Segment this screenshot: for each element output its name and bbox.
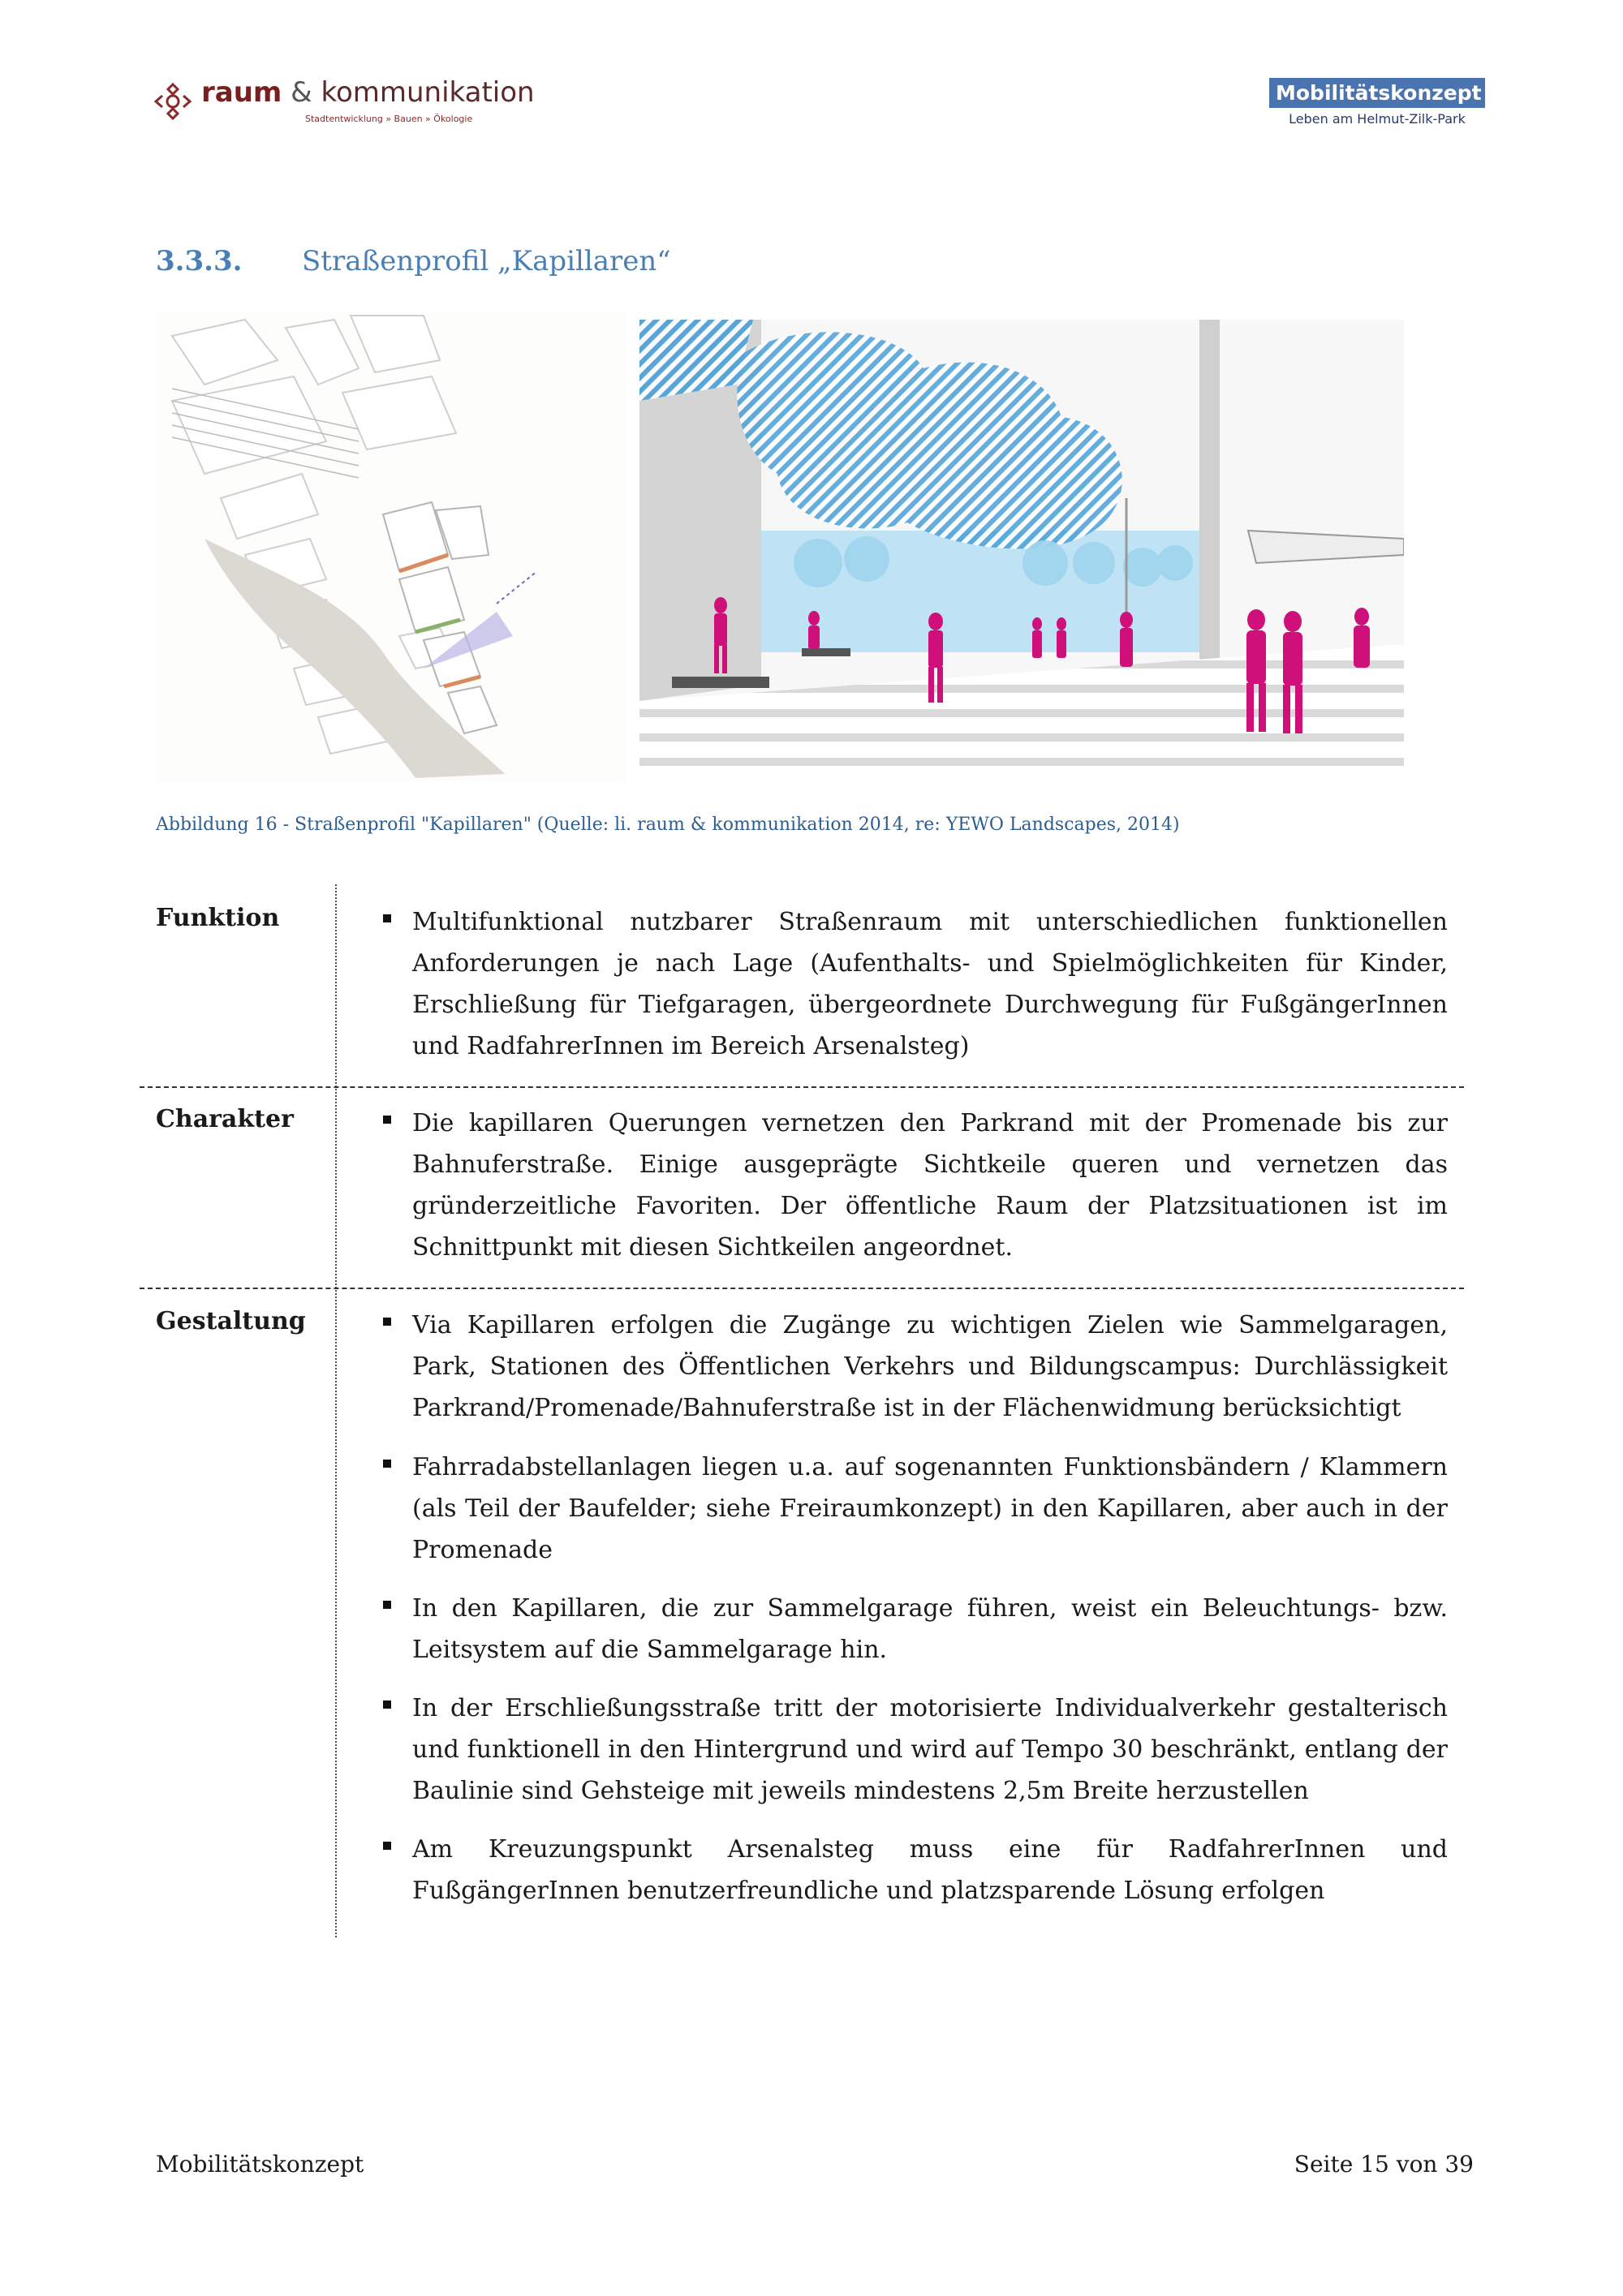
bullet-icon (383, 1460, 391, 1468)
bullet-text: In den Kapillaren, die zur Sammelgarage führen, weist ein Beleuchtungs- bzw. Leitsystem auf die Sammelgarage hin. (412, 1594, 1448, 1664)
bullet-icon (383, 1116, 391, 1124)
bullet-icon (383, 914, 391, 922)
bullet-icon (383, 1842, 391, 1850)
document-badge (1269, 78, 1485, 127)
bullet-text: Via Kapillaren erfolgen die Zugänge zu wichtigen Zielen wie Sammelgaragen, Park, Stationen des Öffentlichen Verkehrs und Bildungscampus: Durchlässigkeit Parkrand/Promenade/Bahnuferstraße ist in der Flächenwidmung berücksichtigt (412, 1311, 1448, 1422)
row-label-gestaltung: Gestaltung (156, 1307, 306, 1335)
logo-name (201, 76, 535, 109)
table-column-divider (335, 884, 337, 1937)
bullet-gestaltung-2 (383, 1447, 1448, 1571)
bullet-gestaltung-4 (383, 1688, 1448, 1812)
logo-name-amp: & (291, 76, 312, 109)
footer-page-number: Seite 15 von 39 (1294, 2151, 1474, 2178)
row-divider (140, 1288, 1464, 1289)
section-number: 3.3.3. (156, 245, 243, 277)
bullet-text: Multifunktional nutzbarer Straßenraum mit unterschiedlichen funktionellen Anforderungen je nach Lage (Aufenthalts- und Spielmöglichkeiten für Kinder, Erschließung für Tiefgaragen, übergeordnete Durchwegung für FußgängerInnen und RadfahrerInnen im Bereich Arsenalsteg) (412, 908, 1448, 1060)
bullet-charakter-1 (383, 1103, 1448, 1268)
figure-caption: Abbildung 16 - Straßenprofil "Kapillaren" (Quelle: li. raum & kommunikation 2014, re: YEWO Landscapes, 2014) (156, 815, 1180, 835)
bullet-gestaltung-3 (383, 1588, 1448, 1670)
row-divider (140, 1086, 1464, 1088)
section-title: Straßenprofil „Kapillaren“ (302, 245, 671, 277)
footer-document-title: Mobilitätskonzept (156, 2151, 364, 2178)
logo-name-rest: kommunikation (321, 76, 535, 109)
row-label-charakter: Charakter (156, 1105, 294, 1133)
bullet-icon (383, 1701, 391, 1709)
bullet-funktion-1 (383, 901, 1448, 1067)
badge-title: Mobilitätskonzept (1269, 78, 1485, 108)
bullet-icon (383, 1601, 391, 1609)
street-perspective-figure (639, 320, 1404, 782)
logo-mark-icon (151, 80, 195, 123)
bullet-gestaltung-1 (383, 1305, 1448, 1429)
badge-subtitle: Leben am Helmut-Zilk-Park (1289, 111, 1466, 127)
logo-tagline: Stadtentwicklung » Bauen » Ökologie (305, 114, 473, 124)
row-label-funktion: Funktion (156, 904, 280, 932)
bullet-text: Am Kreuzungspunkt Arsenalsteg muss eine für RadfahrerInnen und FußgängerInnen benutzerfreundliche und platzsparende Lösung erfolgen (412, 1835, 1448, 1905)
company-logo (151, 75, 535, 131)
bullet-text: Die kapillaren Querungen vernetzen den Parkrand mit der Promenade bis zur Bahnuferstraße. Einige ausgeprägte Sichtkeile queren und vernetzen das gründerzeitliche Favoriten. Der öffentliche Raum der Platzsituationen ist im Schnittpunkt mit diesen Sichtkeilen angeordnet. (412, 1109, 1448, 1262)
logo-name-bold: raum (201, 76, 282, 109)
site-plan-figure (156, 312, 626, 784)
bullet-text: Fahrradabstellanlagen liegen u.a. auf sogenannten Funktionsbändern / Klammern (als Teil der Baufelder; siehe Freiraumkonzept) in den Kapillaren, aber auch in der Promenade (412, 1453, 1448, 1564)
bullet-gestaltung-5 (383, 1829, 1448, 1911)
bullet-icon (383, 1318, 391, 1326)
bullet-text: In der Erschließungsstraße tritt der motorisierte Individualverkehr gestalterisch und funktionell in den Hintergrund und wird auf Tempo 30 beschränkt, entlang der Baulinie sind Gehsteige mit jeweils mindestens 2,5m Breite herzustellen (412, 1694, 1448, 1805)
